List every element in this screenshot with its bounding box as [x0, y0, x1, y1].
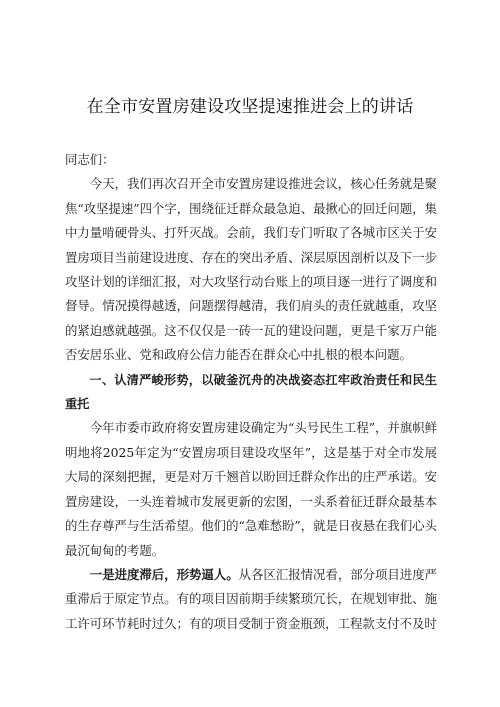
document-body [65, 148, 437, 636]
point-1-lead: 一是进度滞后，形势逼人。 [89, 566, 239, 582]
section-1-paragraph: 今年市委市政府将安置房建设确定为“头号民生工程”，并旗帜鲜明地将2025年定为“安置房项目建设攻坚年”，这是基于对全市发展大局的深刻把握，更是对万千翘首以盼回迁群众作出的庄严承诺。安置房建设，一头连着城市发展更新的宏图，一头系着征迁群众最基本的生存尊严与生活希望。他们的“急难愁盼”，就是日夜悬在我们心头最沉甸甸的考题。 [65, 420, 438, 558]
document-title: 在全市安置房建设攻坚提速推进会上的讲话 [86, 97, 414, 117]
salutation: 同志们： [65, 152, 115, 167]
opening-paragraph: 今天，我们再次召开全市安置房建设推进会议，核心任务就是聚焦“攻坚提速”四个字，围绕征迁群众最急迫、最揪心的回迁问题，集中力量啃硬骨头、打歼灭战。会前，我们专门听取了各城市区关于安置房项目当前建设进度、存在的突出矛盾、深层原因剖析以及下一步攻坚计划的详细汇报，对大攻坚行动台账上的项目逐一进行了调度和督导。情况摸得越透，问题摆得越清，我们肩头的责任就越重，攻坚的紧迫感就越强。这不仅仅是一砖一瓦的建设问题，更是千家万户能否安居乐业、党和政府公信力能否在群众心中扎根的根本问题。 [65, 176, 437, 363]
section-heading-1: 一、认清严峻形势，以破釜沉舟的决战姿态扛牢政治责任和民生重托 [65, 372, 437, 412]
point-1-text: 从各区汇报情况看，部分项目进度严重滞后于原定节点。有的项目因前期手续繁琐冗长，在规划审批、施工许可环节耗时过久；有的项目受制于资金瓶颈，工程款支付不及时 [65, 566, 438, 631]
point-1-paragraph [65, 563, 437, 636]
